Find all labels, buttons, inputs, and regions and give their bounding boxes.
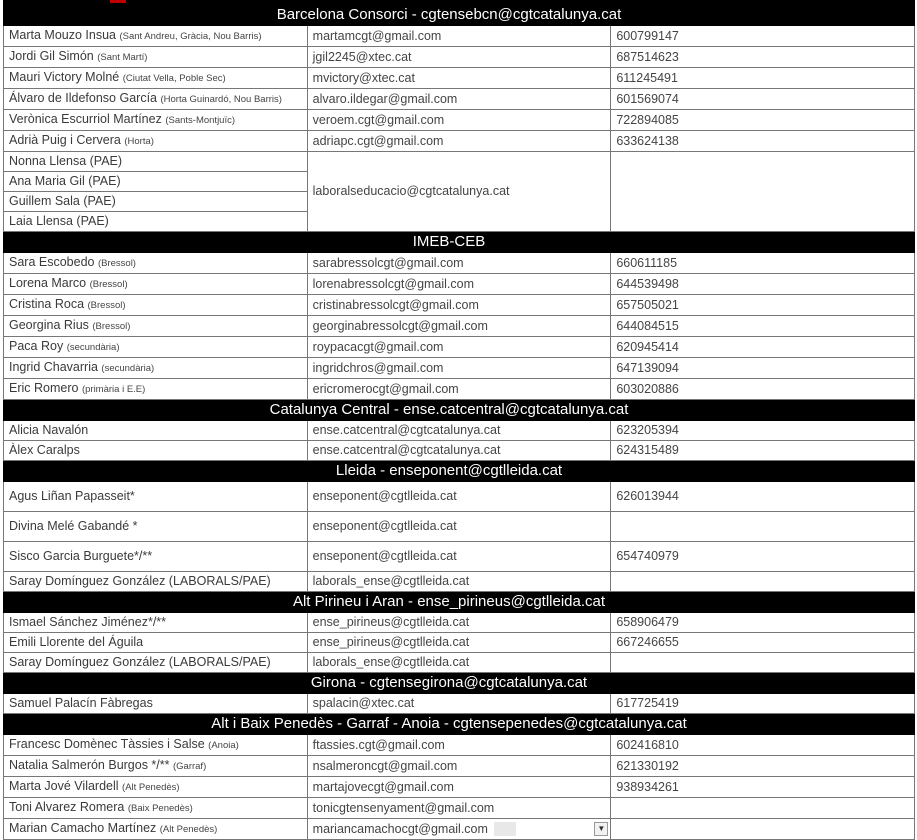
contact-phone: 633624138 <box>616 133 679 148</box>
contact-email-cell[interactable] <box>307 47 611 68</box>
contact-row <box>4 110 915 131</box>
contact-email-cell[interactable] <box>307 379 611 400</box>
contact-name-cell[interactable] <box>4 613 308 633</box>
contact-row <box>4 379 915 400</box>
contact-phone: 602416810 <box>616 737 679 752</box>
contact-email: ense.catcentral@cgtcatalunya.cat <box>312 423 501 437</box>
contact-email: adriapc.cgt@gmail.com <box>312 133 444 148</box>
contact-name-cell[interactable] <box>4 441 308 461</box>
contact-row <box>4 316 915 337</box>
contact-email-cell[interactable] <box>307 819 611 840</box>
contact-name-cell[interactable] <box>4 653 308 673</box>
contact-name-cell[interactable] <box>4 337 308 358</box>
contact-name: Jordi Gil Simón <box>9 49 94 63</box>
contact-phone-cell[interactable] <box>611 798 915 819</box>
contact-phone: 620945414 <box>616 339 679 354</box>
contact-name-cell[interactable] <box>4 358 308 379</box>
red-selection-mark <box>110 0 126 3</box>
contact-phone: 667246655 <box>616 635 679 649</box>
contact-name-cell[interactable] <box>4 316 308 337</box>
contact-row <box>4 337 915 358</box>
contact-email: ense_pirineus@cgtlleida.cat <box>312 635 470 649</box>
contact-phone-cell[interactable] <box>611 152 915 232</box>
contact-phone-cell[interactable] <box>611 274 915 295</box>
contact-name: Marian Camacho Martínez <box>9 821 157 835</box>
contact-phone: 644084515 <box>616 318 679 333</box>
contact-note: (Sant Andreu, Gràcia, Nou Barris) <box>119 31 262 42</box>
contact-phone-cell[interactable] <box>611 482 915 512</box>
contact-name-cell[interactable] <box>4 379 308 400</box>
contact-row <box>4 131 915 152</box>
contact-email: mvictory@xtec.cat <box>312 70 415 85</box>
contact-phone-cell[interactable] <box>611 421 915 441</box>
section-header <box>4 232 915 253</box>
contact-phone: 647139094 <box>616 360 679 375</box>
contact-phone-cell[interactable] <box>611 735 915 756</box>
contact-name-cell[interactable] <box>4 47 308 68</box>
section-title: Lleida - enseponent@cgtlleida.cat <box>335 462 563 479</box>
contact-email: enseponent@cgtlleida.cat <box>312 549 457 563</box>
contact-name: Ismael Sánchez Jiménez*/** <box>9 615 167 629</box>
contact-row <box>4 482 915 512</box>
contact-email-cell[interactable] <box>307 798 611 819</box>
contact-email: cristinabressolcgt@gmail.com <box>312 297 479 312</box>
contact-name-cell[interactable] <box>4 819 308 840</box>
contact-email: tonicgtensenyament@gmail.com <box>312 800 495 815</box>
section-title: Girona - cgtensegirona@cgtcatalunya.cat <box>310 674 588 691</box>
contact-name: Verònica Escurriol Martínez <box>9 112 162 126</box>
contact-email-cell[interactable] <box>307 633 611 653</box>
contact-row <box>4 756 915 777</box>
contact-phone: 603020886 <box>616 381 679 396</box>
contacts-sheet <box>3 4 915 840</box>
contact-name: Marta Mouzo Insua <box>9 28 116 42</box>
contact-name-cell[interactable] <box>4 110 308 131</box>
section-header <box>4 592 915 613</box>
contact-phone-cell[interactable] <box>611 295 915 316</box>
contact-email-cell[interactable] <box>307 735 611 756</box>
contact-phone-cell[interactable] <box>611 337 915 358</box>
contact-phone-cell[interactable] <box>611 253 915 274</box>
contact-email-cell[interactable] <box>307 756 611 777</box>
contact-phone-cell[interactable] <box>611 633 915 653</box>
contact-email: sarabressolcgt@gmail.com <box>312 255 464 270</box>
contact-phone-cell[interactable] <box>611 110 915 131</box>
contact-note: (secundària) <box>66 342 120 353</box>
contact-email: veroem.cgt@gmail.com <box>312 112 445 127</box>
contact-email: roypacacgt@gmail.com <box>312 339 444 354</box>
contact-name: Alicia Navalón <box>9 423 89 437</box>
contact-email-cell[interactable] <box>307 89 611 110</box>
contact-email: martajovecgt@gmail.com <box>312 779 454 794</box>
contact-name-cell[interactable] <box>4 212 308 232</box>
contact-name: Saray Domínguez González (LABORALS/PAE) <box>9 655 271 669</box>
contact-name: Guillem Sala (PAE) <box>9 194 116 208</box>
contact-name: Georgina Rius <box>9 318 89 332</box>
contact-phone: 621330192 <box>616 758 679 773</box>
contact-name-cell[interactable] <box>4 798 308 819</box>
contact-name-cell[interactable] <box>4 131 308 152</box>
contact-name-cell[interactable] <box>4 172 308 192</box>
contact-name-cell[interactable] <box>4 421 308 441</box>
contact-name: Paca Roy <box>9 339 64 353</box>
contact-row <box>4 253 915 274</box>
contact-name-cell[interactable] <box>4 192 308 212</box>
contact-email: laboralseducacio@cgtcatalunya.cat <box>312 184 510 198</box>
contact-name: Lorena Marco <box>9 276 87 290</box>
contact-name-cell[interactable] <box>4 253 308 274</box>
contact-note: (Bressol) <box>87 300 126 311</box>
contact-email-cell[interactable] <box>307 110 611 131</box>
contact-phone-cell[interactable] <box>611 653 915 673</box>
contact-name: Àlex Caralps <box>9 443 80 457</box>
contact-row <box>4 798 915 819</box>
contact-phone: 722894085 <box>616 112 679 127</box>
section-header-cell <box>4 592 915 613</box>
section-header-cell <box>4 5 915 26</box>
contact-note: (Bressol) <box>92 321 131 332</box>
section-header <box>4 400 915 421</box>
contact-note: (Garraf) <box>172 761 207 772</box>
contact-row <box>4 613 915 633</box>
contact-phone-cell[interactable] <box>611 131 915 152</box>
contact-name-cell[interactable] <box>4 26 308 47</box>
contact-note: (Anoia) <box>208 740 239 751</box>
contact-name-cell[interactable] <box>4 735 308 756</box>
contact-note: (primària i E.E) <box>81 384 146 395</box>
contact-email-cell[interactable] <box>307 542 611 572</box>
contact-email-cell[interactable] <box>307 131 611 152</box>
contact-email: mariancamachocgt@gmail.com <box>312 821 488 836</box>
section-title: Alt i Baix Penedès - Garraf - Anoia - cgtensepenedes@cgtcatalunya.cat <box>211 715 687 732</box>
contact-email: ingridchros@gmail.com <box>312 360 444 375</box>
contact-name-cell[interactable] <box>4 572 308 592</box>
contact-name: Saray Domínguez González (LABORALS/PAE) <box>9 574 271 588</box>
contact-email: ftassies.cgt@gmail.com <box>312 737 445 752</box>
contact-email: spalacin@xtec.cat <box>312 696 415 710</box>
contact-email: laborals_ense@cgtlleida.cat <box>312 655 470 669</box>
contact-name: Francesc Domènec Tàssies i Salse <box>9 737 205 751</box>
contact-email-cell[interactable] <box>307 694 611 714</box>
contact-email-cell[interactable] <box>307 613 611 633</box>
contact-email: martamcgt@gmail.com <box>312 28 442 43</box>
contact-note: (Alt Penedès) <box>122 782 180 793</box>
contact-phone: 654740979 <box>616 549 679 563</box>
section-title: Catalunya Central - ense.catcentral@cgtcatalunya.cat <box>269 401 629 418</box>
contact-phone-cell[interactable] <box>611 441 915 461</box>
section-header-cell <box>4 232 915 253</box>
section-header <box>4 673 915 694</box>
section-title: IMEB-CEB <box>412 233 486 250</box>
contact-email-cell[interactable] <box>307 482 611 512</box>
contact-name: Sisco Garcia Burguete*/** <box>9 549 153 563</box>
contact-email-cell[interactable] <box>307 337 611 358</box>
section-title: Alt Pirineu i Aran - ense_pirineus@cgtlleida.cat <box>292 593 606 610</box>
contact-phone-cell[interactable] <box>611 694 915 714</box>
section-title: Barcelona Consorci - cgtensebcn@cgtcatalunya.cat <box>276 6 622 23</box>
contact-email-cell[interactable] <box>307 421 611 441</box>
contact-phone-cell[interactable] <box>611 572 915 592</box>
contact-email: ense.catcentral@cgtcatalunya.cat <box>312 443 501 457</box>
contact-phone: 611245491 <box>616 70 678 85</box>
contact-email-cell[interactable] <box>307 274 611 295</box>
contact-email-cell[interactable] <box>307 653 611 673</box>
section-header <box>4 714 915 735</box>
contact-phone: 617725419 <box>616 696 679 710</box>
section-header-cell <box>4 461 915 482</box>
contact-name: Sara Escobedo <box>9 255 95 269</box>
contact-name: Nonna Llensa (PAE) <box>9 154 123 168</box>
contact-email: ense_pirineus@cgtlleida.cat <box>312 615 470 629</box>
contact-name-cell[interactable] <box>4 512 308 542</box>
contact-name-cell[interactable] <box>4 152 308 172</box>
contact-email: enseponent@cgtlleida.cat <box>312 489 457 503</box>
contact-note: (Baix Penedès) <box>127 803 193 814</box>
contact-phone: 626013944 <box>616 489 679 503</box>
contact-note: (Horta) <box>124 136 154 147</box>
contact-phone: 623205394 <box>616 423 679 437</box>
contact-email: enseponent@cgtlleida.cat <box>312 519 457 533</box>
contact-email: lorenabressolcgt@gmail.com <box>312 276 475 291</box>
contact-name-cell[interactable] <box>4 295 308 316</box>
contact-phone: 601569074 <box>616 91 679 106</box>
contact-name-cell[interactable] <box>4 694 308 714</box>
contact-name: Samuel Palacín Fàbregas <box>9 696 153 710</box>
contact-email-cell[interactable] <box>307 441 611 461</box>
contact-email-cell[interactable] <box>307 152 611 232</box>
contact-row <box>4 542 915 572</box>
contact-phone: 644539498 <box>616 276 679 291</box>
contact-email: nsalmeroncgt@gmail.com <box>312 758 458 773</box>
contact-row <box>4 819 915 840</box>
contact-phone-cell[interactable] <box>611 68 915 89</box>
contact-phone-cell[interactable] <box>611 89 915 110</box>
contact-name: Mauri Victory Molné <box>9 70 120 84</box>
contact-row <box>4 421 915 441</box>
contact-row <box>4 512 915 542</box>
contact-name-cell[interactable] <box>4 777 308 798</box>
contact-row <box>4 26 915 47</box>
contact-row <box>4 572 915 592</box>
contact-row <box>4 441 915 461</box>
contact-email-cell[interactable] <box>307 26 611 47</box>
contact-name: Laia Llensa (PAE) <box>9 214 109 228</box>
contact-name-cell[interactable] <box>4 68 308 89</box>
contact-email-cell[interactable] <box>307 777 611 798</box>
contact-email-cell[interactable] <box>307 68 611 89</box>
contact-name-cell[interactable] <box>4 482 308 512</box>
contact-note: (Bressol) <box>97 258 136 269</box>
contact-phone-cell[interactable] <box>611 358 915 379</box>
contact-phone-cell[interactable] <box>611 756 915 777</box>
contact-row <box>4 68 915 89</box>
contact-email: georginabressolcgt@gmail.com <box>312 318 488 333</box>
contact-name-cell[interactable] <box>4 274 308 295</box>
contact-phone: 938934261 <box>616 779 679 794</box>
contact-email-cell[interactable] <box>307 572 611 592</box>
contact-email: alvaro.ildegar@gmail.com <box>312 91 458 106</box>
contact-name-cell[interactable] <box>4 89 308 110</box>
contact-row <box>4 358 915 379</box>
section-header <box>4 461 915 482</box>
contact-phone-cell[interactable] <box>611 613 915 633</box>
contact-email-cell[interactable] <box>307 295 611 316</box>
contact-name: Emili Llorente del Águila <box>9 635 144 649</box>
contacts-table <box>3 4 915 840</box>
contact-row <box>4 735 915 756</box>
contact-row <box>4 89 915 110</box>
contact-phone-cell[interactable] <box>611 512 915 542</box>
contact-row <box>4 152 915 172</box>
contact-row <box>4 295 915 316</box>
contact-name: Toni Alvarez Romera <box>9 800 125 814</box>
contact-row <box>4 694 915 714</box>
contact-email: ericromerocgt@gmail.com <box>312 381 459 396</box>
contact-name: Ana Maria Gil (PAE) <box>9 174 121 188</box>
contact-note: (Bressol) <box>89 279 128 290</box>
contact-email-cell[interactable] <box>307 316 611 337</box>
contact-phone-cell[interactable] <box>611 47 915 68</box>
contact-name: Ingrid Chavarria <box>9 360 98 374</box>
contact-note: (secundària) <box>101 363 155 374</box>
contact-phone: 687514623 <box>616 49 679 64</box>
contact-email-cell[interactable] <box>307 512 611 542</box>
contact-email: jgil2245@xtec.cat <box>312 49 412 64</box>
contact-email: laborals_ense@cgtlleida.cat <box>312 574 470 588</box>
contact-email-cell[interactable] <box>307 253 611 274</box>
contact-phone: 658906479 <box>616 615 679 629</box>
contact-name: Cristina Roca <box>9 297 85 311</box>
contact-phone-cell[interactable] <box>611 316 915 337</box>
section-header-cell <box>4 673 915 694</box>
contact-note: (Alt Penedès) <box>159 824 218 835</box>
contact-name: Agus Liñan Papasseit* <box>9 489 135 503</box>
contact-name-cell[interactable] <box>4 633 308 653</box>
section-header-cell <box>4 714 915 735</box>
contact-note: (Ciutat Vella, Poble Sec) <box>122 73 226 84</box>
contact-phone-cell[interactable] <box>611 379 915 400</box>
contact-row <box>4 47 915 68</box>
contact-note: (Sant Martí) <box>97 52 148 63</box>
contact-name-cell[interactable] <box>4 756 308 777</box>
section-header <box>4 5 915 26</box>
contact-name: Adrià Puig i Cervera <box>9 133 121 147</box>
contact-name: Marta Jové Vilardell <box>9 779 119 793</box>
contact-phone-cell[interactable] <box>611 26 915 47</box>
contact-name-cell[interactable] <box>4 542 308 572</box>
contact-phone: 660611185 <box>616 255 678 270</box>
contact-name: Eric Romero <box>9 381 79 395</box>
contact-email-cell[interactable] <box>307 358 611 379</box>
contact-phone-cell[interactable] <box>611 819 915 840</box>
contact-phone-cell[interactable] <box>611 542 915 572</box>
contact-name: Natalia Salmerón Burgos */** <box>9 758 170 772</box>
contact-row <box>4 274 915 295</box>
contact-name: Divina Melé Gabandé * <box>9 519 138 533</box>
contact-phone: 600799147 <box>616 28 679 43</box>
contact-name: Álvaro de Ildefonso García <box>9 91 157 105</box>
section-header-cell <box>4 400 915 421</box>
contact-phone: 657505021 <box>616 297 679 312</box>
contact-phone-cell[interactable] <box>611 777 915 798</box>
contact-phone: 624315489 <box>616 443 679 457</box>
contact-row <box>4 653 915 673</box>
cell-highlight <box>494 822 516 836</box>
chevron-down-icon[interactable]: ▼ <box>594 822 608 836</box>
contact-row <box>4 633 915 653</box>
contact-note: (Sants-Montjuïc) <box>165 115 236 126</box>
contact-note: (Horta Guinardó, Nou Barris) <box>160 94 282 105</box>
contact-row <box>4 777 915 798</box>
